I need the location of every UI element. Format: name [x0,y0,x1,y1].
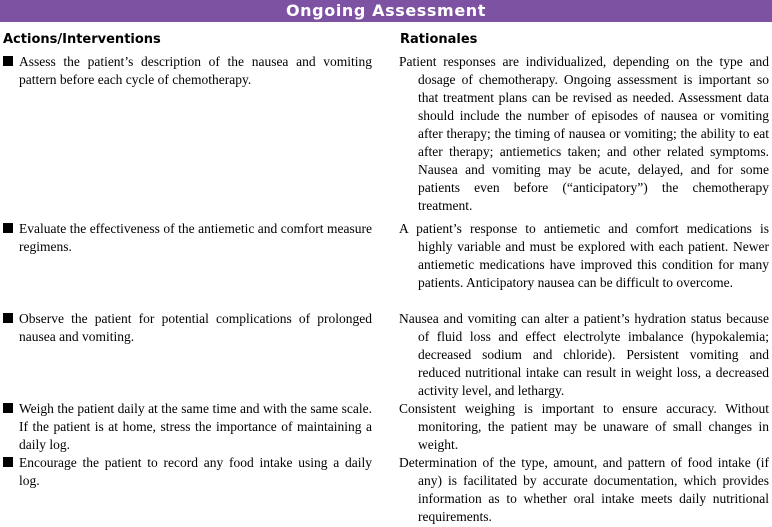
action-cell [0,53,372,89]
rationale-cell [399,400,769,454]
action-text: Observe the patient for potential complications of prolonged nausea and vomiting. [19,311,372,344]
rationale-cell [399,53,769,215]
rationale-cell [399,220,769,292]
rationale-cell [399,454,769,526]
action-cell [0,454,372,490]
rationale-text: Determination of the type, amount, and pattern of food intake (if any) is facilitated by accurate documentation, which provides information as to whether oral intake meets daily nutritional requirements. [399,455,769,524]
table-row [0,310,772,400]
assessment-table [0,53,772,526]
rationales-column-header: Rationales [400,32,478,47]
rationale-cell [399,310,769,400]
action-cell [0,310,372,346]
square-bullet-icon [3,457,13,467]
action-cell [0,220,372,256]
table-row [0,400,772,454]
action-text: Assess the patient’s description of the nausea and vomiting pattern before each cycle of chemotherapy. [19,54,372,87]
rationale-text: Patient responses are individualized, depending on the type and dosage of chemotherapy. Ongoing assessment is important so that treatment plans can be revised as needed. Assessment data should include the number of episodes of nausea or vomiting after therapy; the timing of nausea or vomiting; the ability to eat after therapy; antiemetics taken; and other related symptoms. Nausea and vomiting may be acute, delayed, and for some patients even before (“anticipatory”) the chemotherapy treatment. [399,54,769,213]
rationale-text: A patient’s response to antiemetic and comfort medications is highly variable and must be explored with each patient. Newer antiemetic medications have improved this condition for many patients. Anticipatory nausea can be difficult to overcome. [399,221,769,290]
actions-column-header: Actions/Interventions [3,32,161,47]
table-row [0,53,772,220]
square-bullet-icon [3,56,13,66]
section-banner [0,0,772,22]
table-row [0,220,772,310]
square-bullet-icon [3,313,13,323]
action-text: Evaluate the effectiveness of the antiemetic and comfort measure regimens. [19,221,372,254]
action-text: Weigh the patient daily at the same time and with the same scale. If the patient is at home, stress the importance of maintaining a daily log. [19,401,372,452]
action-cell [0,400,372,454]
section-title: Ongoing Assessment [285,1,487,20]
rationale-text: Nausea and vomiting can alter a patient’s hydration status because of fluid loss and effect electrolyte imbalance (hypokalemia; decreased sodium and chloride). Persistent vomiting and reduced nutritional intake can result in weight loss, a decreased activity level, and lethargy. [399,311,769,398]
rationale-text: Consistent weighing is important to ensure accuracy. Without monitoring, the patient may be unaware of small changes in weight. [399,401,769,452]
square-bullet-icon [3,223,13,233]
square-bullet-icon [3,403,13,413]
action-text: Encourage the patient to record any food intake using a daily log. [19,455,372,488]
table-row [0,454,772,526]
